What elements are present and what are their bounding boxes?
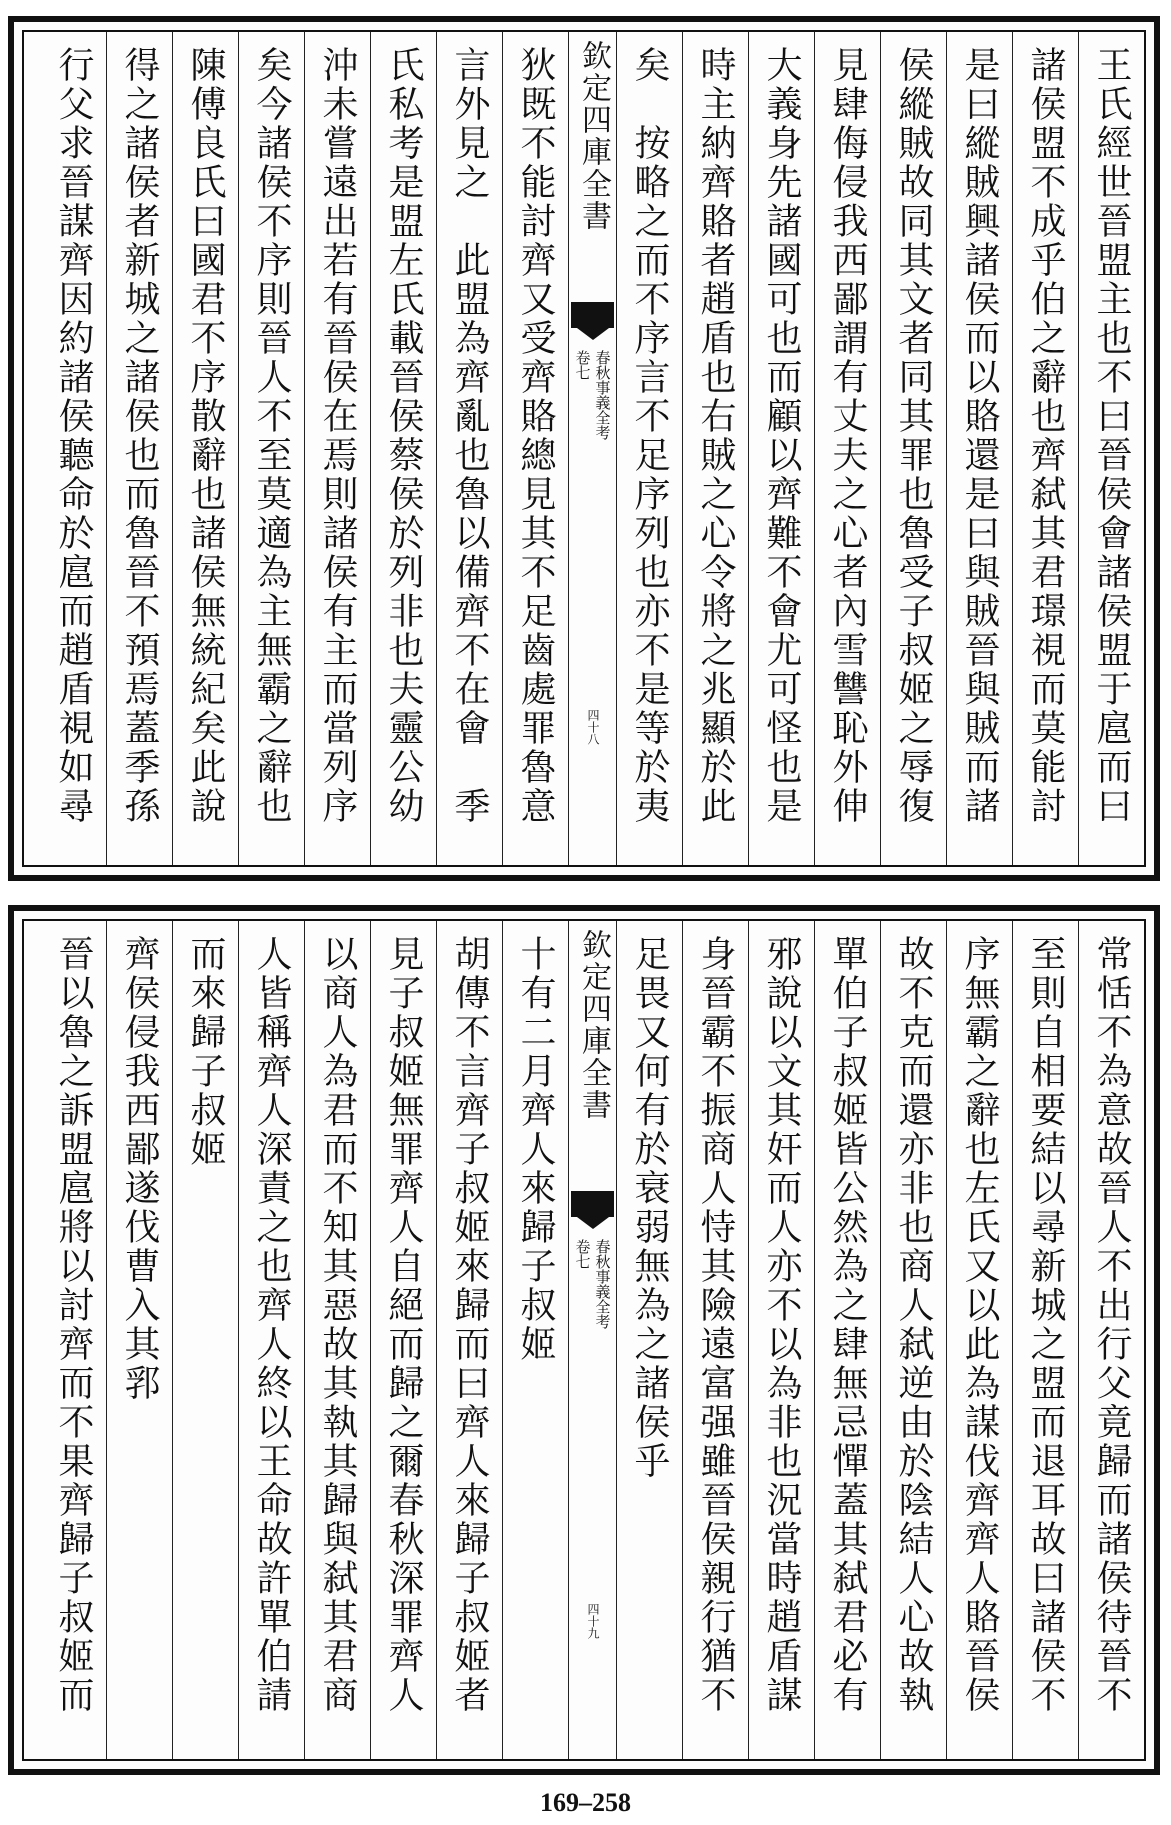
spine-volume: 卷七: [573, 1239, 592, 1269]
page-footer-number: 169–258: [540, 1788, 631, 1817]
spine-title: 欽定四庫全書: [576, 929, 611, 1121]
text-column: 言外見之 此盟為齊亂也魯以備齊不在會 季: [436, 32, 502, 865]
page-spine: [568, 32, 616, 865]
text-column: 見子叔姬無罪齊人自絕而歸之爾春秋深罪齊人: [370, 921, 436, 1759]
spine-subtitle: [569, 1239, 616, 1329]
fish-tail-mark: [571, 302, 614, 328]
page-top-frame: [22, 30, 1146, 867]
text-column: 沖未嘗遠出若有晉侯在焉則諸侯有主而當列序: [304, 32, 370, 865]
text-column: 以商人為君而不知其惡故其執其歸與弑其君商: [304, 921, 370, 1759]
text-column: 見肆侮侵我西鄙謂有丈夫之心者內雪讐恥外伸: [814, 32, 880, 865]
text-column: 侯縱賊故同其文者同其罪也魯受子叔姬之辱復: [880, 32, 946, 865]
text-column: 序無霸之辭也左氏又以此為謀伐齊齊人賂晉侯: [946, 921, 1012, 1759]
text-column: 王氏經世晉盟主也不曰晉侯會諸侯盟于扈而曰: [1078, 32, 1144, 865]
text-column: 陳傅良氏曰國君不序散辭也諸侯無統紀矣此說: [172, 32, 238, 865]
text-column: 十有二月齊人來歸子叔姬: [502, 921, 568, 1759]
spine-volume: 卷七: [573, 350, 592, 380]
spine-book-title: 春秋事義全考: [593, 350, 612, 440]
text-column: 足畏又何有於衰弱無為之諸侯乎: [616, 921, 682, 1759]
text-column: 而來歸子叔姬: [172, 921, 238, 1759]
text-column: 矣 按略之而不序言不足序列也亦不是等於夷: [616, 32, 682, 865]
text-column: 大義身先諸國可也而顧以齊難不會尤可怪也是: [748, 32, 814, 865]
folio-number: 四十八: [586, 709, 600, 745]
text-column: 時主納齊賂者趙盾也右賊之心令將之兆顯於此: [682, 32, 748, 865]
text-column: 矣今諸侯不序則晉人不至莫適為主無霸之辭也: [238, 32, 304, 865]
text-column: 單伯子叔姬皆公然為之肆無忌憚蓋其弑君必有: [814, 921, 880, 1759]
page-bottom: [8, 905, 1160, 1775]
text-column: 狄既不能討齊又受齊賂總見其不足齒處罪魯意: [502, 32, 568, 865]
text-column: 是曰縱賊興諸侯而以賂還是曰與賊晉與賊而諸: [946, 32, 1012, 865]
text-column: 邪說以文其奸而人亦不以為非也況當時趙盾謀: [748, 921, 814, 1759]
text-column: 胡傳不言齊子叔姬來歸而曰齊人來歸子叔姬者: [436, 921, 502, 1759]
text-column: 至則自相要結以尋新城之盟而退耳故曰諸侯不: [1012, 921, 1078, 1759]
text-column: 行父求晉謀齊因約諸侯聽命於扈而趙盾視如尋: [53, 46, 94, 826]
fish-tail-mark: [571, 1191, 614, 1217]
text-column: 晉以魯之訴盟扈將以討齊而不果齊歸子叔姬而: [53, 935, 94, 1715]
text-column: 常恬不為意故晉人不出行父竟歸而諸侯待晉不: [1078, 921, 1144, 1759]
page-bottom-frame: [22, 919, 1146, 1761]
spine-subtitle: [569, 350, 616, 440]
text-column: 齊侯侵我西鄙遂伐曹入其郛: [106, 921, 172, 1759]
spine-title: 欽定四庫全書: [576, 40, 611, 232]
text-column: 故不克而還亦非也商人弑逆由於陰結人心故執: [880, 921, 946, 1759]
text-column: 人皆稱齊人深責之也齊人終以王命故許單伯請: [238, 921, 304, 1759]
spine-book-title: 春秋事義全考: [593, 1239, 612, 1329]
page-spine: [568, 921, 616, 1759]
text-column: 氏私考是盟左氏載晉侯蔡侯於列非也夫靈公幼: [370, 32, 436, 865]
text-column: 得之諸侯者新城之諸侯也而魯晉不預焉蓋季孫: [106, 32, 172, 865]
text-column: 身晉霸不振商人恃其險遠富强雖晉侯親行猶不: [682, 921, 748, 1759]
folio-number: 四十九: [586, 1603, 600, 1639]
text-column: 諸侯盟不成乎伯之辭也齊弑其君璟視而莫能討: [1012, 32, 1078, 865]
page-top: [8, 16, 1160, 881]
